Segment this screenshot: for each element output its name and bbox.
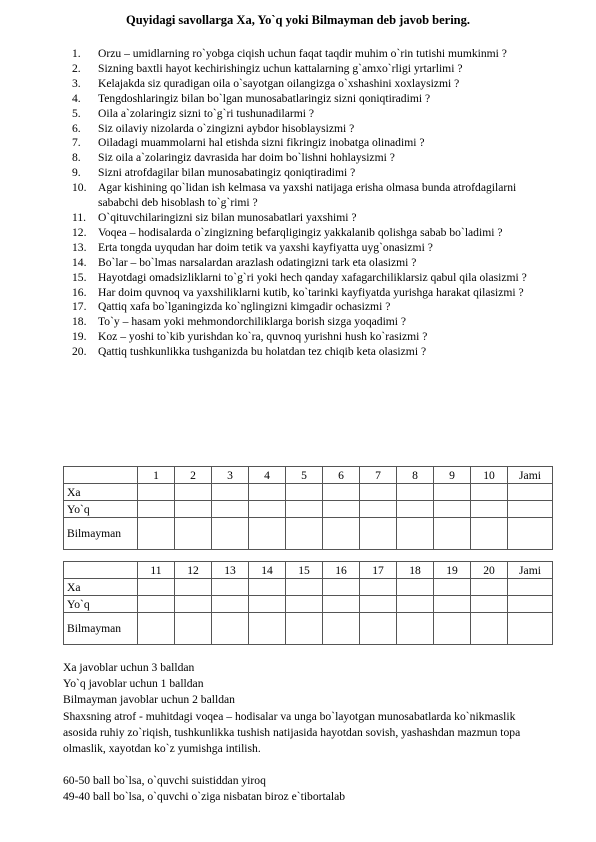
question-text: Oiladagi muammolarni hal etishda sizni fikringiz inobatga olinadimi ? xyxy=(98,136,425,150)
header-blank-cell xyxy=(64,562,138,579)
question-text: Siz oilaviy nizolarda o`zingizni aybdor hisoblaysizmi ? xyxy=(98,121,355,135)
table-row xyxy=(64,501,553,518)
column-header: 20 xyxy=(471,562,508,579)
answer-cell[interactable] xyxy=(323,501,360,518)
question-text: Qattiq xafa bo`lganingizda ko`nglingizni kimgadir ochasizmi ? xyxy=(98,300,391,314)
answer-cell[interactable] xyxy=(175,484,212,501)
answer-cell[interactable] xyxy=(360,596,397,613)
answer-cell[interactable] xyxy=(286,613,323,645)
question-item xyxy=(72,315,552,330)
answer-cell[interactable] xyxy=(249,613,286,645)
question-number: 13. xyxy=(72,240,87,254)
answer-cell[interactable] xyxy=(212,613,249,645)
question-text: Hayotdagi omadsizliklarni to`g`ri yoki hech qanday xafagarchiliklarsiz qabul qila olasizmi ? xyxy=(98,270,527,284)
question-item xyxy=(72,345,552,360)
question-text: O`qituvchilaringizni siz bilan munosabatlari yaxshimi ? xyxy=(98,210,357,224)
answer-cell[interactable] xyxy=(508,484,553,501)
question-item xyxy=(72,271,552,286)
question-number: 18. xyxy=(72,315,87,329)
answer-cell[interactable] xyxy=(286,579,323,596)
answer-cell[interactable] xyxy=(249,501,286,518)
page-title: Quyidagi savollarga Xa, Yo`q yoki Bilmayman deb javob bering. xyxy=(125,13,471,27)
answer-cell[interactable] xyxy=(212,484,249,501)
question-text: Siz oila a`zolaringiz davrasida har doim bo`lishni hohlaysizmi ? xyxy=(98,151,395,165)
question-item xyxy=(72,107,552,122)
row-label: Xa xyxy=(64,484,138,501)
question-item xyxy=(72,122,552,137)
header-blank-cell xyxy=(64,467,138,484)
answer-cell[interactable] xyxy=(360,501,397,518)
answer-cell[interactable] xyxy=(360,518,397,550)
answer-cell[interactable] xyxy=(397,484,434,501)
question-text: Voqea – hodisalarda o`zingizning befarqligingiz yakkalanib qolishga sabab bo`ladimi ? xyxy=(98,225,503,239)
question-text: Sizni atrofdagilar bilan munosabatingiz qoniqtiradimi ? xyxy=(98,166,356,180)
answer-cell[interactable] xyxy=(471,596,508,613)
question-item xyxy=(72,166,552,181)
question-text: To`y – hasam yoki mehmondorchiliklarga borish sizga yoqadimi ? xyxy=(98,315,407,329)
column-header: 18 xyxy=(397,562,434,579)
row-label: Yo`q xyxy=(64,596,138,613)
column-header: Jami xyxy=(508,467,553,484)
answer-cell[interactable] xyxy=(175,518,212,550)
row-label: Xa xyxy=(64,579,138,596)
answer-cell[interactable] xyxy=(286,518,323,550)
answer-cell[interactable] xyxy=(212,518,249,550)
answer-cell[interactable] xyxy=(286,596,323,613)
column-header: 5 xyxy=(286,467,323,484)
answer-cell[interactable] xyxy=(175,501,212,518)
scoring-dontknow: Bilmayman javoblar uchun 2 balldan xyxy=(63,693,235,707)
answer-cell[interactable] xyxy=(286,501,323,518)
question-number: 3. xyxy=(72,76,81,90)
column-header: 12 xyxy=(175,562,212,579)
question-text: Bo`lar – bo`lmas narsalardan arazlash odatingizni tark eta olasizmi ? xyxy=(98,255,417,269)
answer-cell[interactable] xyxy=(249,579,286,596)
question-item xyxy=(72,226,552,241)
answer-cell[interactable] xyxy=(249,596,286,613)
answer-cell[interactable] xyxy=(508,596,553,613)
question-number: 11. xyxy=(72,210,87,224)
scoring-section xyxy=(63,660,552,806)
answer-cell[interactable] xyxy=(175,579,212,596)
question-item xyxy=(72,286,552,301)
column-header: 10 xyxy=(471,467,508,484)
question-text: Erta tongda uyqudan har doim tetik va yaxshi kayfiyatta uyg`onasizmi ? xyxy=(98,240,433,254)
question-item xyxy=(72,241,552,256)
question-text: Oila a`zolaringiz sizni to`g`ri tushunadilarmi ? xyxy=(98,106,315,120)
question-text: Sizning baxtli hayot kechirishingiz uchun kattalarning g`amxo`rligi yrtarlimi ? xyxy=(98,61,463,75)
column-header: 14 xyxy=(249,562,286,579)
question-text: Agar kishining qo`lidan ish kelmasa va yaxshi natijaga erisha olmasa bunda atrofdagilarni sababchi deb hisoblash to`g`rimi ? xyxy=(98,181,517,210)
column-header: 16 xyxy=(323,562,360,579)
question-item xyxy=(72,181,552,211)
column-header: 4 xyxy=(249,467,286,484)
result-49-40: 49-40 ball bo`lsa, o`quvchi o`ziga nisbatan biroz e`tibortalab xyxy=(63,790,346,804)
question-number: 12. xyxy=(72,225,87,239)
question-number: 1. xyxy=(72,47,81,60)
table-row xyxy=(64,596,553,613)
answer-cell[interactable] xyxy=(508,613,553,645)
answer-cell[interactable] xyxy=(360,613,397,645)
answer-cell[interactable] xyxy=(360,484,397,501)
question-number: 9. xyxy=(72,166,81,180)
scoring-no: Yo`q javoblar uchun 1 balldan xyxy=(63,677,204,691)
question-item xyxy=(72,211,552,226)
answer-cell[interactable] xyxy=(434,518,471,550)
answer-cell[interactable] xyxy=(397,579,434,596)
answer-cell[interactable] xyxy=(138,484,175,501)
column-header: 3 xyxy=(212,467,249,484)
answer-cell[interactable] xyxy=(323,613,360,645)
question-item xyxy=(72,92,552,107)
answer-cell[interactable] xyxy=(434,501,471,518)
answer-cell[interactable] xyxy=(249,518,286,550)
answer-table-1 xyxy=(63,466,553,550)
row-label: Yo`q xyxy=(64,501,138,518)
answer-cell[interactable] xyxy=(249,484,286,501)
answer-cell[interactable] xyxy=(508,501,553,518)
answer-cell[interactable] xyxy=(175,596,212,613)
answer-cell[interactable] xyxy=(323,596,360,613)
question-item xyxy=(72,151,552,166)
row-label: Bilmayman xyxy=(64,518,138,550)
answer-cell[interactable] xyxy=(434,613,471,645)
answer-cell[interactable] xyxy=(471,579,508,596)
question-number: 20. xyxy=(72,345,87,359)
answer-cell[interactable] xyxy=(471,518,508,550)
question-number: 2. xyxy=(72,61,81,75)
column-header: 19 xyxy=(434,562,471,579)
answer-cell[interactable] xyxy=(397,596,434,613)
question-number: 14. xyxy=(72,255,87,269)
table-row xyxy=(64,484,553,501)
question-text: Orzu – umidlarning ro`yobga ciqish uchun faqat taqdir muhim o`rin tutishi mumkinmi ? xyxy=(98,47,507,60)
answer-cell[interactable] xyxy=(471,484,508,501)
answer-table-2 xyxy=(63,561,553,645)
question-item xyxy=(72,256,552,271)
answer-cell[interactable] xyxy=(397,501,434,518)
question-list xyxy=(72,47,552,360)
question-number: 19. xyxy=(72,330,87,344)
question-text: Koz – yoshi to`kib yurishdan ko`ra, quvnoq yurishni hush ko`rasizmi ? xyxy=(98,330,428,344)
answer-cell[interactable] xyxy=(360,579,397,596)
answer-cell[interactable] xyxy=(471,501,508,518)
question-text: Tengdoshlaringiz bilan bo`lgan munosabatlaringiz sizni qoniqtiradimi ? xyxy=(98,91,431,105)
answer-cell[interactable] xyxy=(434,596,471,613)
table-header-row xyxy=(64,562,553,579)
scoring-yes: Xa javoblar uchun 3 balldan xyxy=(63,661,195,674)
answer-cell[interactable] xyxy=(323,518,360,550)
question-number: 15. xyxy=(72,270,87,284)
question-text: Har doim quvnoq va yaxshiliklarni kutib, ko`tarinki kayfiyatda yurishga harakat qilasizmi ? xyxy=(98,285,524,299)
answer-cell[interactable] xyxy=(508,518,553,550)
question-number: 16. xyxy=(72,285,87,299)
answer-cell[interactable] xyxy=(434,579,471,596)
question-number: 4. xyxy=(72,91,81,105)
table-row xyxy=(64,518,553,550)
question-item xyxy=(72,136,552,151)
question-item xyxy=(72,77,552,92)
column-header: 13 xyxy=(212,562,249,579)
answer-cell[interactable] xyxy=(138,596,175,613)
row-label: Bilmayman xyxy=(64,613,138,645)
answer-cell[interactable] xyxy=(138,501,175,518)
question-number: 5. xyxy=(72,106,81,120)
table-row xyxy=(64,613,553,645)
column-header: 8 xyxy=(397,467,434,484)
column-header: 2 xyxy=(175,467,212,484)
answer-cell[interactable] xyxy=(286,484,323,501)
table-row xyxy=(64,579,553,596)
answer-cell[interactable] xyxy=(138,518,175,550)
answer-cell[interactable] xyxy=(212,579,249,596)
column-header: 15 xyxy=(286,562,323,579)
question-text: Kelajakda siz quradigan oila o`sayotgan oilangizga o`xshashini xoxlaysizmi ? xyxy=(98,76,460,90)
column-header: 1 xyxy=(138,467,175,484)
column-header: Jami xyxy=(508,562,553,579)
answer-cell[interactable] xyxy=(397,613,434,645)
answer-cell[interactable] xyxy=(508,579,553,596)
question-text: Qattiq tushkunlikka tushganizda bu holatdan tez chiqib keta olasizmi ? xyxy=(98,345,427,359)
answer-cell[interactable] xyxy=(323,484,360,501)
question-number: 10. xyxy=(72,181,87,195)
column-header: 7 xyxy=(360,467,397,484)
answer-cell[interactable] xyxy=(138,613,175,645)
answer-cell[interactable] xyxy=(471,613,508,645)
column-header: 9 xyxy=(434,467,471,484)
question-number: 8. xyxy=(72,151,81,165)
question-number: 17. xyxy=(72,300,87,314)
question-item xyxy=(72,62,552,77)
question-number: 6. xyxy=(72,121,81,135)
column-header: 17 xyxy=(360,562,397,579)
answer-cell[interactable] xyxy=(323,579,360,596)
table-header-row xyxy=(64,467,553,484)
question-item xyxy=(72,330,552,345)
answer-cell[interactable] xyxy=(212,501,249,518)
answer-cell[interactable] xyxy=(138,579,175,596)
question-number: 7. xyxy=(72,136,81,150)
column-header: 6 xyxy=(323,467,360,484)
question-item xyxy=(72,300,552,315)
answer-cell[interactable] xyxy=(397,518,434,550)
answer-cell[interactable] xyxy=(212,596,249,613)
result-60-50: 60-50 ball bo`lsa, o`quvchi suistiddan yiroq xyxy=(63,774,266,788)
scoring-description: Shaxsning atrof - muhitdagi voqea – hodisalar va unga bo`layotgan munosabatlarda ko`nikmaslik asosida ruhiy zo`riqish, tushkunlikka tushish natijasida hayotdan sovish, yashashdan mazmun topa olmaslik, xayotdan ko`z yumishga intilish. xyxy=(63,709,521,756)
column-header: 11 xyxy=(138,562,175,579)
answer-cell[interactable] xyxy=(434,484,471,501)
question-item xyxy=(72,47,552,62)
answer-cell[interactable] xyxy=(175,613,212,645)
